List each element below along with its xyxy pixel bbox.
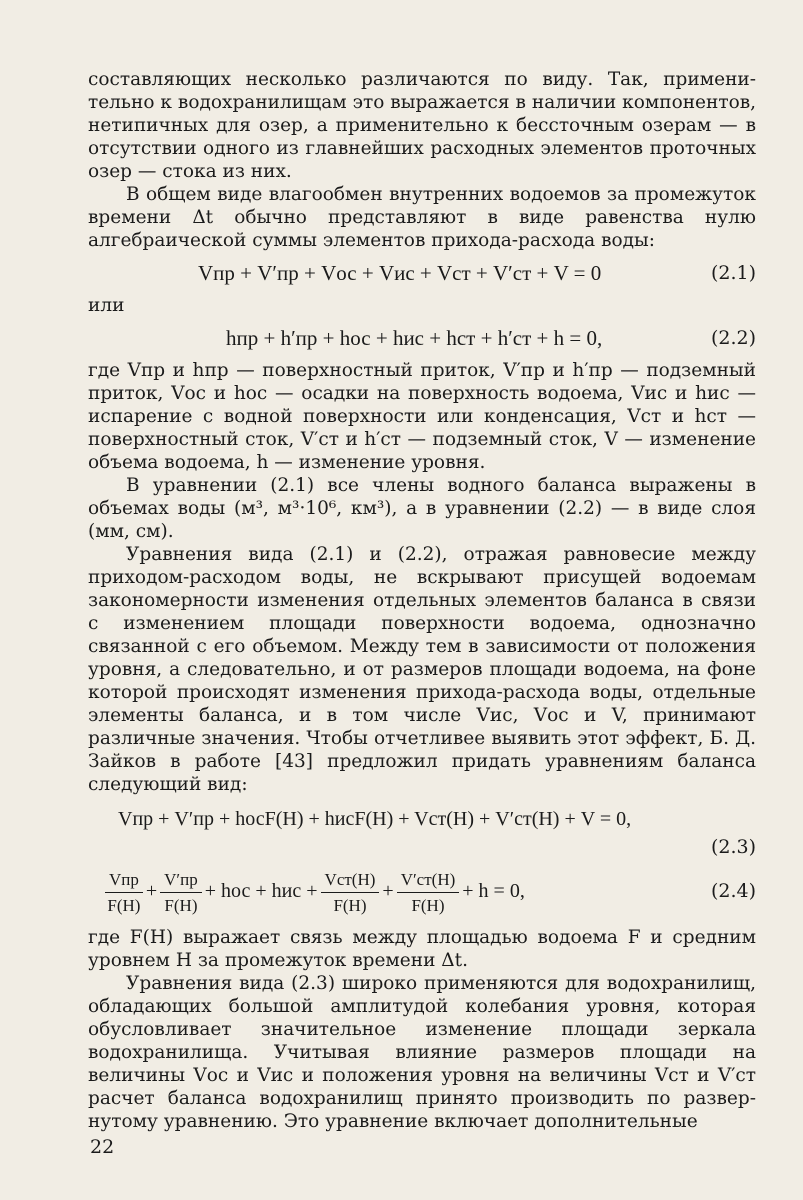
word-or: или: [88, 295, 125, 316]
equation-2-1-body: Vпр + V′пр + Vос + Vис + Vст + V′ст + V = 0: [198, 261, 602, 285]
equation-2-3: [88, 804, 756, 838]
equation-2-4-number: (2.4): [710, 880, 756, 902]
equation-2-4-middle: + hос + hис +: [204, 880, 318, 903]
equation-2-2-body: hпр + h′пр + hос + hис + hст + h′ст + h = 0,: [226, 326, 603, 350]
fraction-3: $\frac{\text{Vст(H)}}{F(H)}$: [321, 868, 380, 917]
equation-2-2: [88, 323, 756, 355]
paragraph-5: Уравнения вида (2.1) и (2.2), отражая равновесие между приходом-расходом воды, не вскрывают присущей водоемам закономерности изменения отдельных элементов баланса в связи с изменением площади поверхности водоема, однозначно связанной с его объемом. Между тем в зависимости от положения уровня, а следовательно, и от размеров площади водоема, на фоне которой происходят изменения прихода-расхода воды, отдельные элементы баланса, и в том числе Vис, Vос и V, принимают различные значения. Чтобы отчетливее выявить этот эффект, Б. Д. Зайков в работе [43] предложил придать уравнениям баланса следующий вид:: [88, 544, 756, 795]
paragraph-2: В общем виде влагообмен внутренних водоемов за промежуток времени Δt обычно представляют в виде равенства нулю алгебраической суммы элементов прихода-расхода воды:: [88, 184, 756, 251]
equation-2-1-number: (2.1): [710, 262, 756, 284]
equation-2-4-body: $\frac{\text{Vпр}}{F(H)}$ + $\frac{V'пр}{F(H)}$ + hос + hис + $\frac{\text{Vст(H)}}{F(H)}$ + $\frac{V'ст(H)}{F(H)}$ + h = 0,: [102, 868, 525, 917]
paragraph-4: В уравнении (2.1) все члены водного баланса выражены в объемах воды (м³, м³·10⁶, км³), а в уравнении (2.2) — в виде слоя (мм, см).: [88, 475, 756, 542]
paragraph-7: Уравнения вида (2.3) широко применяются для водохранилищ, обладающих большой амплитудой колебания уровня, которая обусловливает значительное изменение площади зеркала водохранилища. Учитывая влияние размеров площади на величины Vос и Vис и положения уровня на величины Vст и V′ст расчет баланса водохранилищ принято производить по развернутому уравнению. Это уравнение включает дополнительные: [88, 973, 756, 1132]
equation-2-4: [88, 862, 756, 920]
equation-2-3-body: Vпр + V′пр + hосF(H) + hисF(H) + Vст(H) + V′ст(H) + V = 0,: [118, 808, 632, 830]
page-body: [88, 68, 756, 1133]
equation-2-2-number: (2.2): [710, 327, 756, 349]
paragraph-3: где Vпр и hпр — поверхностный приток, V′пр и h′пр — подземный приток, Vос и hос — осадки на поверхность водоема, Vис и hис — испарение с водной поверхности или конденсация, Vст и hст — поверхностный сток, V′ст и h′ст — подземный сток, V — изменение объема водоема, h — изменение уровня.: [88, 360, 756, 473]
equation-2-3-number: (2.3): [710, 836, 756, 858]
fraction-4: $\frac{V'ст(H)}{F(H)}$: [397, 868, 460, 917]
equation-2-1: [88, 258, 756, 290]
paragraph-6: где F(H) выражает связь между площадью водоема F и средним уровнем H за промежуток времени Δt.: [88, 927, 756, 971]
page-number: 22: [90, 1136, 115, 1158]
equation-2-4-tail: + h = 0,: [462, 880, 525, 903]
paragraph-1: составляющих несколько различаются по виду. Так, применительно к водохранилищам это выражается в наличии компонентов, нетипичных для озер, а применительно к бессточным озерам — в отсутствии одного из главнейших расходных элементов проточных озер — стока из них.: [88, 69, 756, 182]
fraction-2: $\frac{V'пр}{F(H)}$: [160, 868, 202, 917]
fraction-1: $\frac{\text{Vпр}}{F(H)}$: [105, 868, 143, 917]
